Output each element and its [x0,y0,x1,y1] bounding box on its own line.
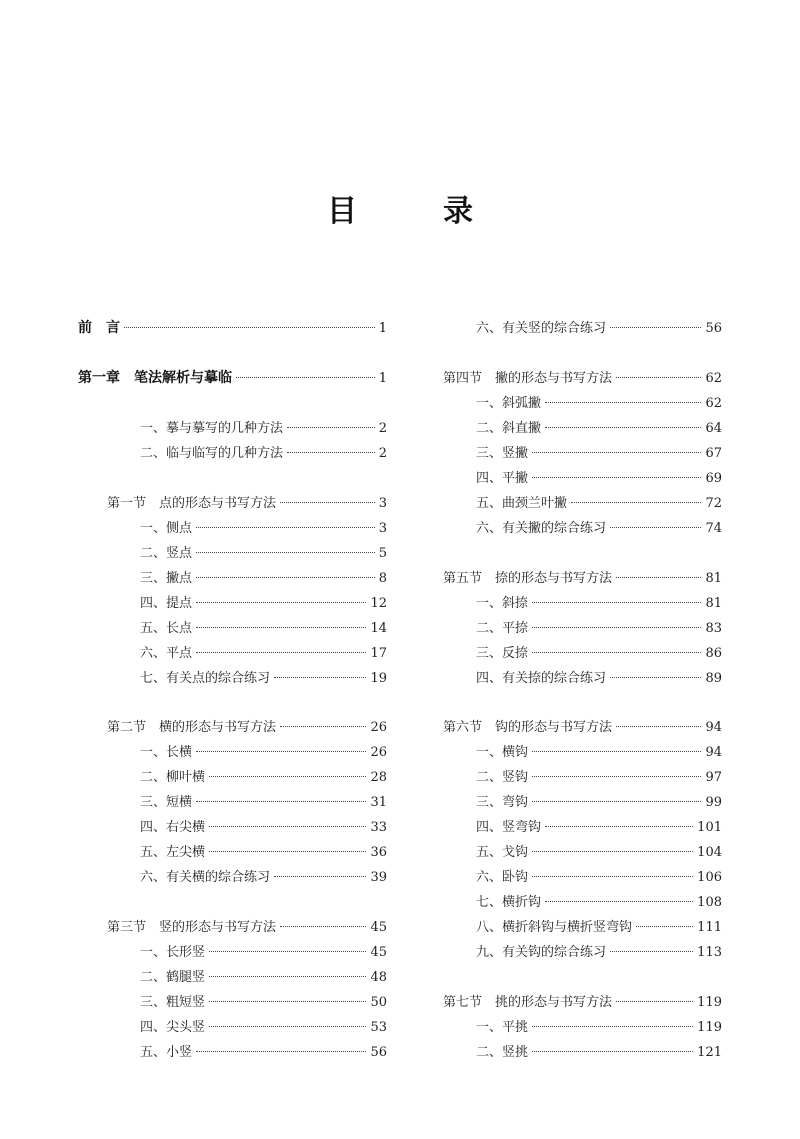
toc-entry-label: 第二节 横的形态与书写方法 [107,720,277,735]
toc-section-entry[interactable] [78,715,387,740]
toc-item-entry[interactable] [443,1040,722,1065]
toc-entry-page: 45 [370,920,387,935]
dot-leader [196,801,366,802]
toc-item-entry[interactable] [78,790,387,815]
dot-leader [616,1001,693,1002]
dot-leader [532,776,701,777]
dot-leader [532,627,701,628]
toc-entry-label: 第一章 笔法解析与摹临 [78,370,232,386]
toc-entry-page: 74 [705,521,722,536]
toc-item-entry[interactable] [78,666,387,691]
dot-leader [532,602,701,603]
toc-entry-page: 1 [378,321,387,336]
dot-leader [532,801,701,802]
toc-entry-label: 第四节 撇的形态与书写方法 [443,371,613,386]
toc-entry-page: 113 [697,945,722,960]
toc-entry-page: 45 [370,945,387,960]
toc-entry-label: 六、有关撇的综合练习 [476,521,607,536]
toc-entry-label: 二、柳叶横 [140,770,206,785]
toc-item-entry[interactable] [443,491,722,516]
toc-entry-label: 六、有关竖的综合练习 [476,321,607,336]
toc-entry-label: 四、有关捺的综合练习 [476,671,607,686]
dot-leader [124,327,375,328]
toc-entry-page: 3 [378,496,387,511]
toc-entry-page: 12 [370,596,387,611]
dot-leader [196,751,366,752]
dot-leader [280,502,375,503]
toc-entry-page: 31 [370,795,387,810]
dot-leader [532,751,701,752]
toc-entry-page: 56 [370,1045,387,1060]
toc-entry-label: 二、鹤腿竖 [140,970,206,985]
toc-section-entry[interactable] [78,491,387,516]
dot-leader [616,377,701,378]
toc-item-entry[interactable] [78,815,387,840]
toc-entry-label: 第一节 点的形态与书写方法 [107,496,277,511]
toc-item-entry[interactable] [443,1015,722,1040]
toc-entry-label: 五、戈钩 [476,845,529,860]
dot-leader [545,402,701,403]
toc-entry-page: 26 [370,720,387,735]
toc-entry-page: 121 [697,1045,722,1060]
toc-entry-page: 86 [705,646,722,661]
toc-entry-page: 33 [370,820,387,835]
toc-entry-page: 39 [370,870,387,885]
toc-entry-page: 83 [705,621,722,636]
toc-entry-page: 106 [697,870,722,885]
toc-item-entry[interactable] [78,865,387,890]
dot-leader [274,677,366,678]
toc-entry-label: 一、长横 [140,745,193,760]
toc-item-entry[interactable] [78,840,387,865]
toc-entry-page: 119 [697,1020,722,1035]
toc-item-entry[interactable] [78,541,387,566]
toc-entry-page: 56 [705,321,722,336]
toc-chapter-entry[interactable] [78,366,387,391]
toc-entry-label: 八、横折斜钩与横折竖弯钩 [476,920,633,935]
toc-entry-page: 108 [697,895,722,910]
dot-leader [287,427,375,428]
dot-leader [196,1051,366,1052]
dot-leader [610,677,701,678]
dot-leader [209,951,366,952]
toc-item-entry[interactable] [443,865,722,890]
toc-entry-label: 三、短横 [140,795,193,810]
toc-entry-page: 64 [705,421,722,436]
dot-leader [209,826,366,827]
toc-entry-label: 四、竖弯钩 [476,820,542,835]
toc-item-entry[interactable] [78,566,387,591]
dot-leader [274,876,366,877]
toc-entry-page: 119 [697,995,722,1010]
toc-entry-label: 四、提点 [140,596,193,611]
dot-leader [196,627,366,628]
toc-item-entry[interactable] [443,940,722,965]
dot-leader [616,577,701,578]
dot-leader [610,951,693,952]
toc-item-entry[interactable] [78,1040,387,1065]
toc-entry-label: 二、平捺 [476,621,529,636]
toc-entry-page: 1 [378,371,387,386]
toc-entry-label: 二、临与临写的几种方法 [140,446,284,461]
toc-entry-label: 五、曲颈兰叶撇 [476,496,568,511]
toc-item-entry[interactable] [443,641,722,666]
toc-entry-page: 81 [705,596,722,611]
toc-item-entry[interactable] [443,890,722,915]
toc-entry-page: 81 [705,571,722,586]
toc-entry-label: 五、左尖横 [140,845,206,860]
toc-entry-page: 104 [697,845,722,860]
toc-item-entry[interactable] [443,516,722,541]
dot-leader [532,851,693,852]
toc-entry-label: 七、横折钩 [476,895,542,910]
dot-leader [209,1001,366,1002]
toc-entry-label: 一、长形竖 [140,945,206,960]
dot-leader [545,826,693,827]
toc-entry-page: 89 [705,671,722,686]
toc-chapter-entry[interactable] [78,316,387,341]
toc-entry-page: 48 [370,970,387,985]
dot-leader [236,377,375,378]
toc-item-entry[interactable] [443,416,722,441]
toc-item-entry[interactable] [443,391,722,416]
toc-entry-page: 28 [370,770,387,785]
toc-item-entry[interactable] [443,840,722,865]
dot-leader [610,327,701,328]
toc-entry-label: 六、平点 [140,646,193,661]
toc-item-entry[interactable] [443,765,722,790]
toc-entry-page: 94 [705,745,722,760]
toc-item-entry[interactable] [78,740,387,765]
dot-leader [280,726,366,727]
dot-leader [532,876,693,877]
toc-entry-page: 97 [705,770,722,785]
dot-leader [196,652,366,653]
toc-section-entry[interactable] [443,366,722,391]
toc-item-entry[interactable] [443,616,722,641]
page-title: 目 录 [327,194,501,229]
toc-item-entry[interactable] [78,516,387,541]
toc-entry-label: 九、有关钩的综合练习 [476,945,607,960]
toc-item-entry[interactable] [443,790,722,815]
toc-entry-label: 第七节 挑的形态与书写方法 [443,995,613,1010]
toc-entry-label: 一、平挑 [476,1020,529,1035]
toc-section-entry[interactable] [443,715,722,740]
toc-item-entry[interactable] [78,765,387,790]
toc-item-entry[interactable] [443,466,722,491]
toc-entry-label: 一、斜弧撇 [476,396,542,411]
toc-entry-label: 二、竖挑 [476,1045,529,1060]
toc-entry-page: 26 [370,745,387,760]
toc-item-entry[interactable] [443,591,722,616]
toc-entry-page: 99 [705,795,722,810]
dot-leader [532,652,701,653]
toc-entry-label: 六、有关横的综合练习 [140,870,271,885]
toc-entry-label: 三、竖撇 [476,446,529,461]
dot-leader [209,776,366,777]
toc-item-entry[interactable] [78,940,387,965]
dot-leader [532,1051,693,1052]
toc-item-entry[interactable] [443,666,722,691]
toc-entry-page: 2 [378,446,387,461]
toc-entry-label: 四、尖头竖 [140,1020,206,1035]
dot-leader [209,1026,366,1027]
toc-entry-page: 94 [705,720,722,735]
toc-entry-label: 三、撇点 [140,571,193,586]
toc-entry-page: 50 [370,995,387,1010]
dot-leader [532,1026,693,1027]
dot-leader [287,452,375,453]
toc-entry-page: 62 [705,396,722,411]
toc-section-entry[interactable] [443,566,722,591]
toc-entry-label: 三、粗短竖 [140,995,206,1010]
dot-leader [209,851,366,852]
toc-entry-label: 一、侧点 [140,521,193,536]
dot-leader [532,452,701,453]
toc-entry-label: 五、小竖 [140,1045,193,1060]
toc-entry-page: 3 [378,521,387,536]
dot-leader [636,926,693,927]
toc-entry-page: 101 [697,820,722,835]
dot-leader [196,527,375,528]
dot-leader [280,926,366,927]
toc-entry-page: 8 [378,571,387,586]
toc-entry-page: 36 [370,845,387,860]
toc-item-entry[interactable] [443,915,722,940]
toc-entry-label: 四、平撇 [476,471,529,486]
toc-entry-label: 第五节 捺的形态与书写方法 [443,571,613,586]
toc-entry-page: 14 [370,621,387,636]
toc-section-entry[interactable] [78,915,387,940]
dot-leader [532,477,701,478]
toc-entry-page: 53 [370,1020,387,1035]
toc-entry-page: 67 [705,446,722,461]
toc-entry-label: 七、有关点的综合练习 [140,671,271,686]
toc-entry-page: 111 [697,920,722,935]
toc-entry-label: 六、卧钩 [476,870,529,885]
toc-entry-page: 5 [378,546,387,561]
dot-leader [196,577,375,578]
toc-entry-label: 三、反捺 [476,646,529,661]
dot-leader [545,901,693,902]
toc-item-entry[interactable] [78,616,387,641]
toc-entry-page: 2 [378,421,387,436]
dot-leader [196,552,375,553]
toc-entry-label: 二、斜直撇 [476,421,542,436]
toc-entry-label: 第六节 钩的形态与书写方法 [443,720,613,735]
toc-entry-label: 二、竖钩 [476,770,529,785]
dot-leader [616,726,701,727]
dot-leader [209,976,366,977]
toc-entry-page: 62 [705,371,722,386]
toc-entry-page: 69 [705,471,722,486]
toc-item-entry[interactable] [78,591,387,616]
toc-item-entry[interactable] [78,965,387,990]
toc-item-entry[interactable] [443,740,722,765]
toc-item-entry[interactable] [78,641,387,666]
toc-section-entry[interactable] [443,990,722,1015]
toc-item-entry[interactable] [78,990,387,1015]
toc-entry-label: 四、右尖横 [140,820,206,835]
toc-item-entry[interactable] [78,1015,387,1040]
toc-entry-label: 三、弯钩 [476,795,529,810]
toc-entry-page: 19 [370,671,387,686]
toc-item-entry[interactable] [78,416,387,441]
toc-item-entry[interactable] [443,441,722,466]
dot-leader [571,502,701,503]
toc-item-entry[interactable] [443,815,722,840]
toc-entry-label: 五、长点 [140,621,193,636]
toc-item-entry[interactable] [78,441,387,466]
toc-entry-label: 前 言 [78,320,120,336]
toc-entry-page: 17 [370,646,387,661]
dot-leader [545,427,701,428]
dot-leader [196,602,366,603]
toc-item-entry[interactable] [443,316,722,341]
toc-entry-label: 一、摹与摹写的几种方法 [140,421,284,436]
toc-entry-label: 一、横钩 [476,745,529,760]
toc-entry-label: 二、竖点 [140,546,193,561]
dot-leader [610,527,701,528]
toc-entry-label: 一、斜捺 [476,596,529,611]
toc-entry-page: 72 [705,496,722,511]
toc-entry-label: 第三节 竖的形态与书写方法 [107,920,277,935]
